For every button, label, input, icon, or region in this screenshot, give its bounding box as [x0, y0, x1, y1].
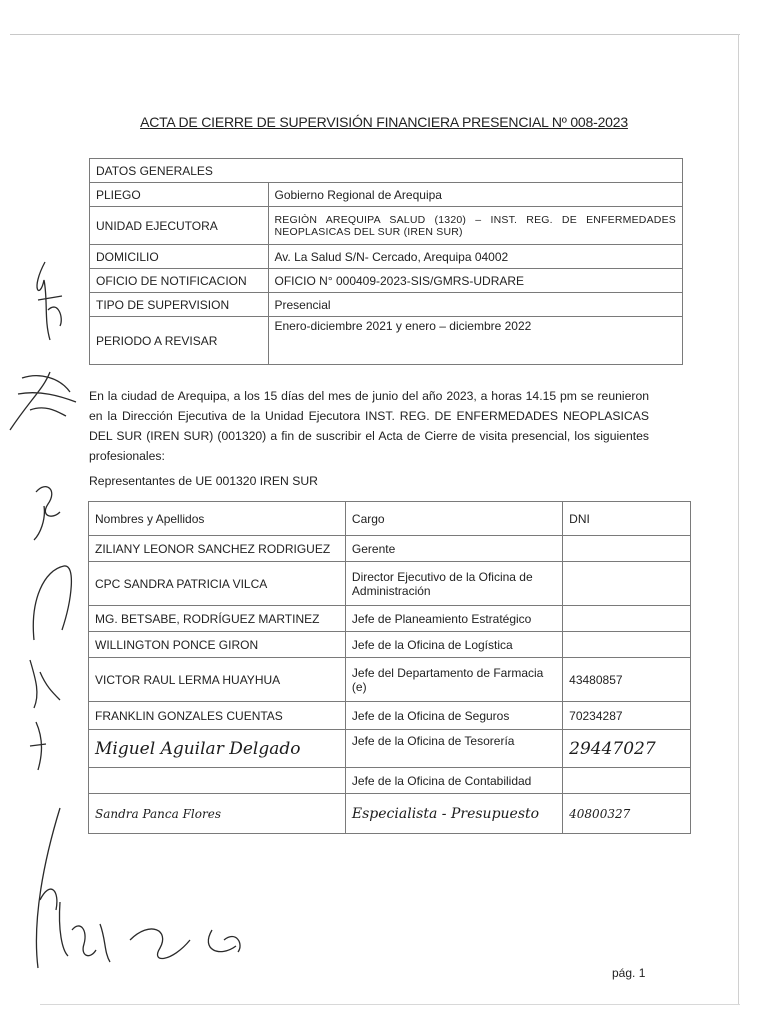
column-header-name: Nombres y Apellidos — [89, 502, 346, 536]
participant-name: WILLINGTON PONCE GIRON — [89, 632, 346, 658]
meeting-paragraph: En la ciudad de Arequipa, a los 15 días del mes de junio del año 2023, a horas 14.15 pm se reunieron en la Dirección Ejecutiva de la Unidad Ejecutora INST. REG. DE ENFERMEDADES NEOPLASICAS DEL SUR (IREN SUR) (001320) a fin de suscribir el Acta de Cierre de visita presencial, los siguientes profesionales: — [89, 389, 649, 463]
signature-mark — [33, 566, 71, 640]
signature-mark — [130, 929, 190, 959]
participant-cargo: Gerente — [345, 536, 562, 562]
participant-name-handwritten: Sandra Panca Flores — [89, 794, 346, 834]
participant-cargo: Jefe de la Oficina de Tesorería — [345, 730, 562, 768]
general-value: OFICIO N° 000409-2023-SIS/GMRS-UDRARE — [268, 269, 683, 293]
signature-mark — [36, 808, 60, 968]
participant-cargo: Jefe de la Oficina de Logística — [345, 632, 562, 658]
signature-mark — [30, 660, 60, 708]
representatives-label: Representantes de UE 001320 IREN SUR — [89, 474, 318, 488]
participant-cargo: Jefe del Departamento de Farmacia (e) — [345, 658, 562, 702]
participant-cargo: Jefe de la Oficina de Contabilidad — [345, 768, 562, 794]
participant-name-handwritten: Miguel Aguilar Delgado — [89, 730, 346, 768]
general-value: Enero-diciembre 2021 y enero – diciembre 2022 — [268, 317, 683, 365]
general-label: UNIDAD EJECUTORA — [90, 207, 269, 245]
participant-cargo-handwritten: Especialista - Presupuesto — [345, 794, 562, 834]
participant-dni-handwritten: 40800327 — [563, 794, 691, 834]
column-header-cargo: Cargo — [345, 502, 562, 536]
participant-dni-handwritten: 29447027 — [563, 730, 691, 768]
participant-cargo: Jefe de la Oficina de Seguros — [345, 702, 562, 730]
general-label: OFICIO DE NOTIFICACION — [90, 269, 269, 293]
participant-name: ZILIANY LEONOR SANCHEZ RODRIGUEZ — [89, 536, 346, 562]
signature-mark — [37, 262, 62, 340]
participant-cargo: Director Ejecutivo de la Oficina de Administración — [345, 562, 562, 606]
page-number: pág. 1 — [612, 966, 646, 980]
signature-mark — [10, 372, 76, 430]
general-value: REGIÒN AREQUIPA SALUD (1320) – INST. REG. DE ENFERMEDADES NEOPLASICAS DEL SUR (IREN SUR) — [268, 207, 683, 245]
participant-dni: 70234287 — [563, 702, 691, 730]
column-header-dni: DNI — [563, 502, 691, 536]
general-value: Gobierno Regional de Arequipa — [268, 183, 683, 207]
document-title: ACTA DE CIERRE DE SUPERVISIÓN FINANCIERA PRESENCIAL Nº 008-2023 — [140, 114, 628, 130]
general-value: Av. La Salud S/N- Cercado, Arequipa 04002 — [268, 245, 683, 269]
participant-cargo: Jefe de Planeamiento Estratégico — [345, 606, 562, 632]
participant-name: CPC SANDRA PATRICIA VILCA — [89, 562, 346, 606]
participant-dni: 43480857 — [563, 658, 691, 702]
participant-name: MG. BETSABE, RODRÍGUEZ MARTINEZ — [89, 606, 346, 632]
participant-name: FRANKLIN GONZALES CUENTAS — [89, 702, 346, 730]
general-label: PERIODO A REVISAR — [90, 317, 269, 365]
general-value: Presencial — [268, 293, 683, 317]
general-label: TIPO DE SUPERVISION — [90, 293, 269, 317]
signature-mark — [208, 930, 240, 952]
general-label: DOMICILIO — [90, 245, 269, 269]
signature-mark — [34, 487, 60, 540]
general-label: PLIEGO — [90, 183, 269, 207]
participant-name: VICTOR RAUL LERMA HUAYHUA — [89, 658, 346, 702]
general-header: DATOS GENERALES — [90, 159, 683, 183]
signature-mark — [59, 902, 110, 962]
signature-mark — [30, 722, 46, 770]
